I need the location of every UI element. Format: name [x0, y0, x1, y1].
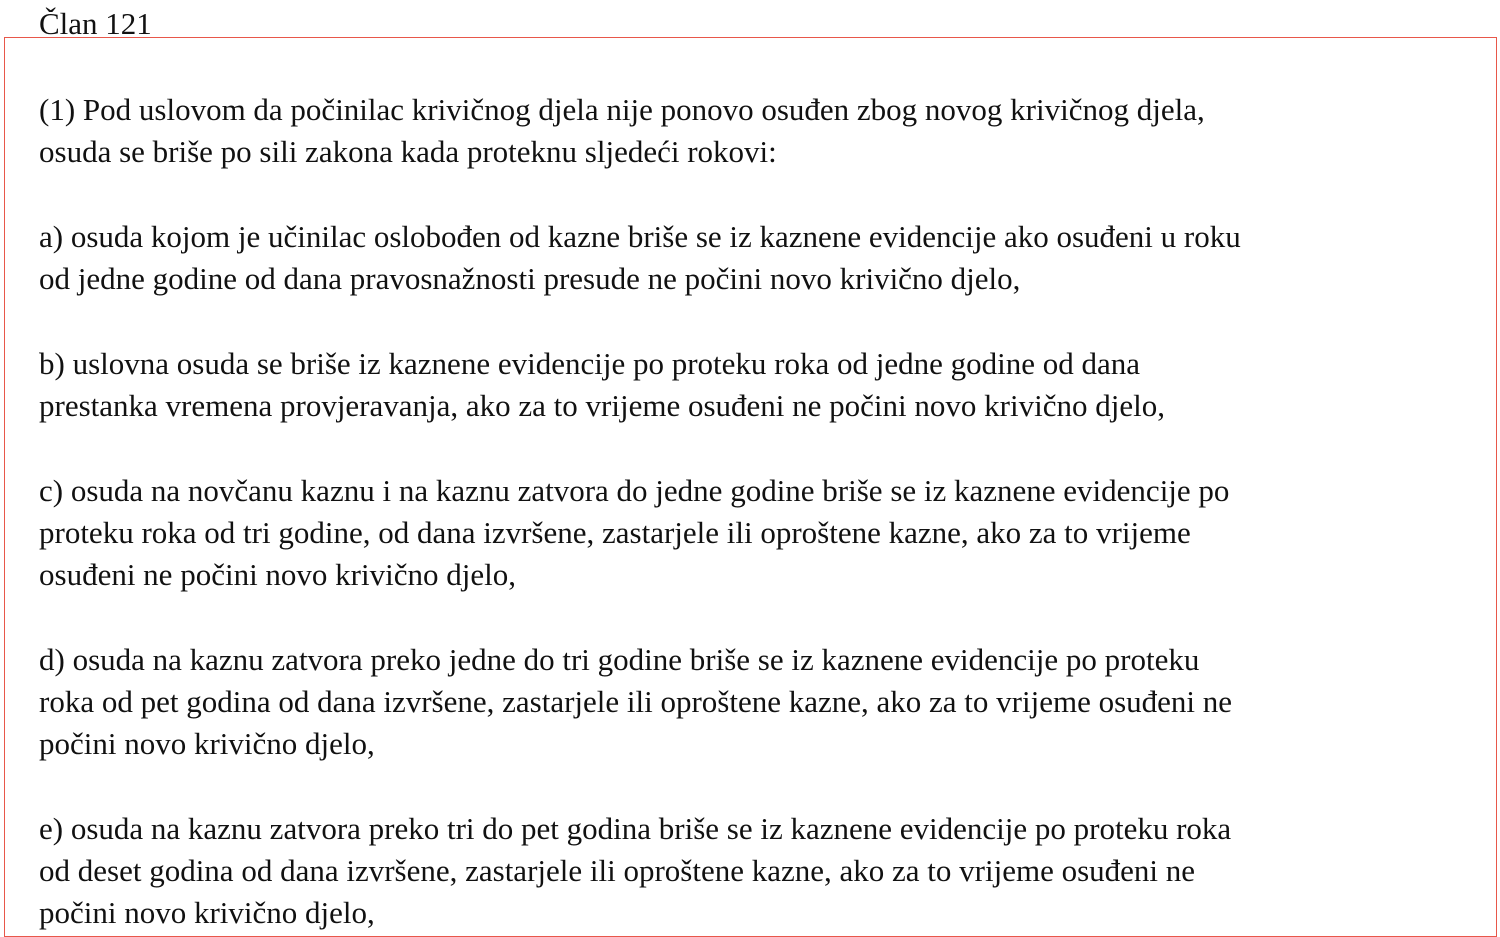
paragraph-line: roka od pet godina od dana izvršene, zastarjele ili oproštene kazne, ako za to vrijeme osuđeni ne — [39, 684, 1233, 719]
paragraph-item-e — [39, 808, 1459, 934]
paragraph-item-a — [39, 216, 1459, 300]
paragraph-line: osuđeni ne počini novo krivično djelo, — [39, 557, 516, 592]
paragraph-item-b — [39, 343, 1459, 427]
paragraph-line: a) osuda kojom je učinilac oslobođen od kazne briše se iz kaznene evidencije ako osuđeni u roku — [39, 219, 1241, 254]
paragraph-item-d — [39, 639, 1459, 765]
paragraph-line: prestanka vremena provjeravanja, ako za to vrijeme osuđeni ne počini novo krivično djelo, — [39, 388, 1165, 423]
paragraph-line: d) osuda na kaznu zatvora preko jedne do tri godine briše se iz kaznene evidencije po proteku — [39, 642, 1200, 677]
paragraph-line: počini novo krivično djelo, — [39, 726, 375, 761]
paragraph-line: b) uslovna osuda se briše iz kaznene evidencije po proteku roka od jedne godine od dana — [39, 346, 1140, 381]
article-heading: Član 121 — [39, 6, 152, 41]
paragraph-line: počini novo krivično djelo, — [39, 895, 375, 930]
paragraph-line: c) osuda na novčanu kaznu i na kaznu zatvora do jedne godine briše se iz kaznene evidencije po — [39, 473, 1230, 508]
paragraph-line: proteku roka od tri godine, od dana izvršene, zastarjele ili oproštene kazne, ako za to vrijeme — [39, 515, 1191, 550]
paragraph-line: (1) Pod uslovom da počinilac krivičnog djela nije ponovo osuđen zbog novog krivičnog djela, — [39, 92, 1205, 127]
article-body — [39, 89, 1459, 934]
paragraph-intro — [39, 89, 1459, 173]
paragraph-line: od deset godina od dana izvršene, zastarjele ili oproštene kazne, ako za to vrijeme osuđeni ne — [39, 853, 1196, 888]
paragraph-line: od jedne godine od dana pravosnažnosti presude ne počini novo krivično djelo, — [39, 261, 1021, 296]
paragraph-line: osuda se briše po sili zakona kada proteknu sljedeći rokovi: — [39, 134, 777, 169]
paragraph-line: e) osuda na kaznu zatvora preko tri do pet godina briše se iz kaznene evidencije po proteku roka — [39, 811, 1232, 846]
paragraph-item-c — [39, 470, 1459, 596]
